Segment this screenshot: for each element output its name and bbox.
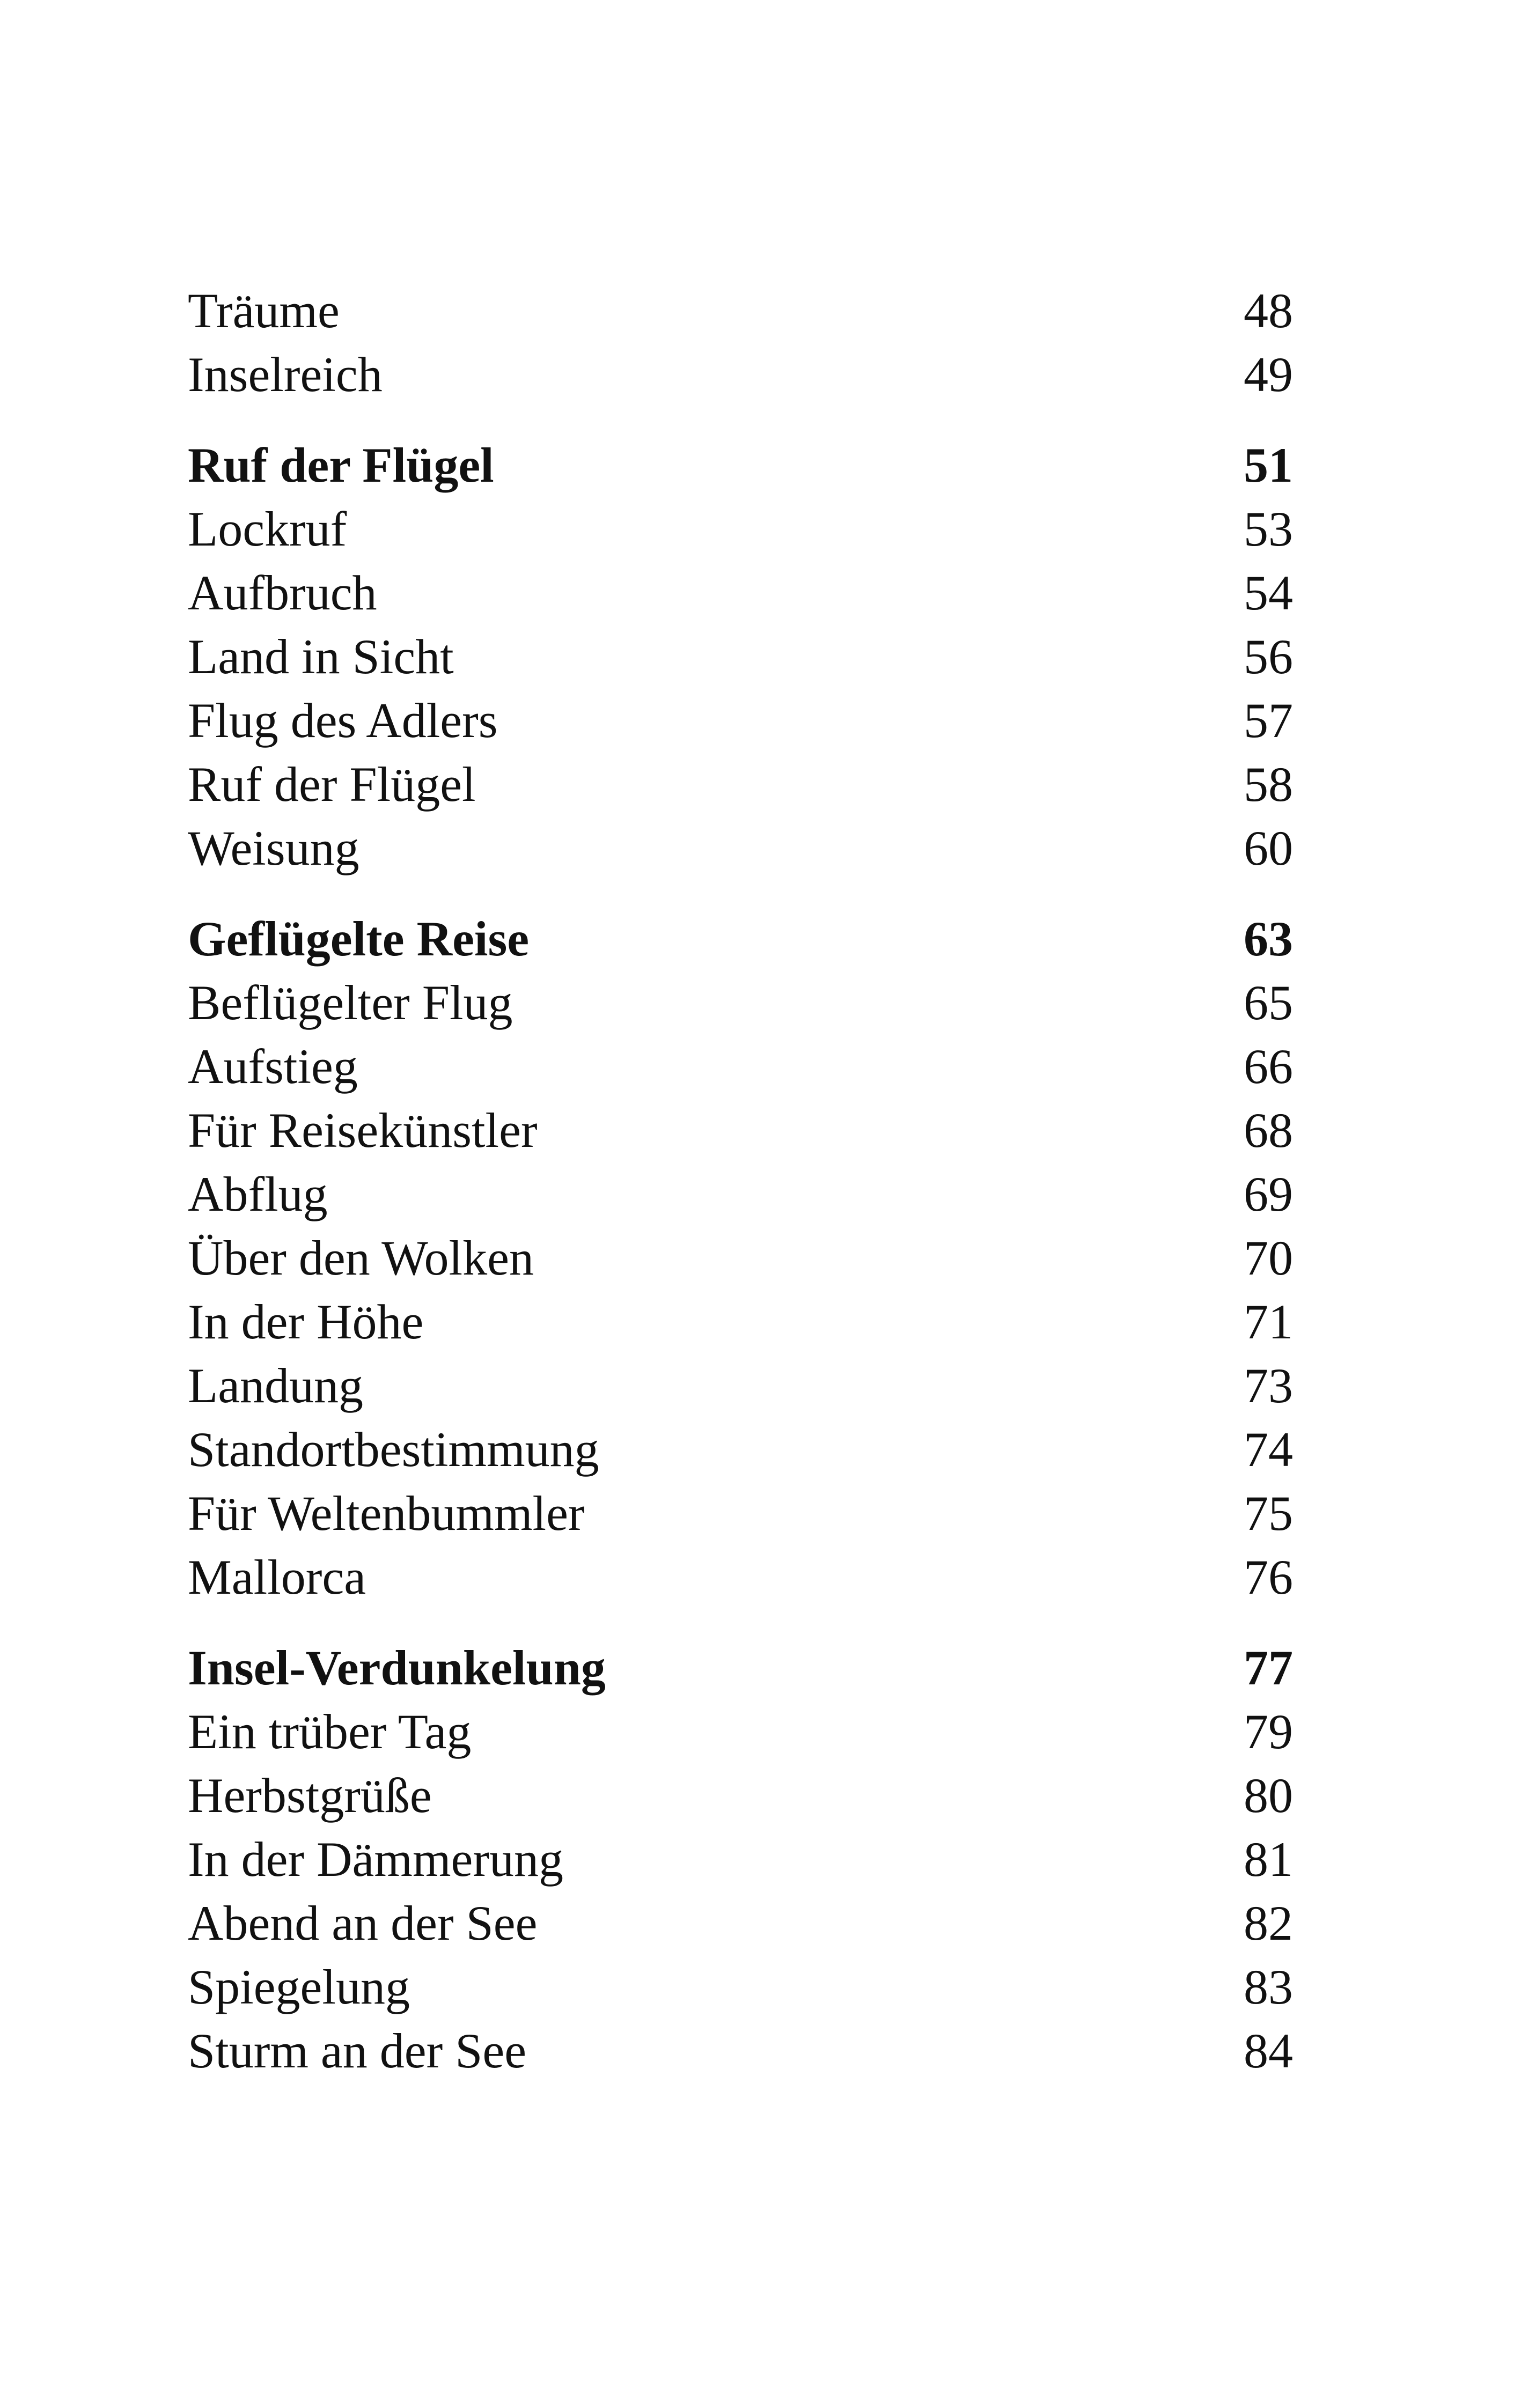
- toc-entry[interactable]: [188, 1290, 1293, 1354]
- toc-section: [188, 433, 1293, 880]
- toc-entry-page-number: 49: [1244, 347, 1293, 402]
- toc-heading-title: Ruf der Flügel: [188, 438, 494, 492]
- toc-entry-page-number: 48: [1244, 283, 1293, 338]
- toc-entry-title: In der Dämmerung: [188, 1832, 563, 1887]
- toc-entry[interactable]: [188, 1099, 1293, 1162]
- toc-entry-page-number: 60: [1244, 821, 1293, 875]
- toc-entry-title: Mallorca: [188, 1550, 366, 1604]
- toc-entry[interactable]: [188, 971, 1293, 1035]
- toc-entry-title: Ein trüber Tag: [188, 1704, 472, 1759]
- toc-heading-page-number: 77: [1244, 1640, 1293, 1695]
- toc-entry-title: Inselreich: [188, 347, 383, 402]
- toc-entry-title: Beflügelter Flug: [188, 975, 513, 1030]
- toc-entry-title: Standortbestimmung: [188, 1422, 599, 1477]
- toc-section-heading[interactable]: [188, 1636, 1293, 1700]
- toc-entry-title: Für Weltenbummler: [188, 1486, 585, 1541]
- toc-entry-title: Abend an der See: [188, 1896, 538, 1950]
- toc-entry[interactable]: [188, 1226, 1293, 1290]
- toc-entry[interactable]: [188, 561, 1293, 625]
- toc-entry-page-number: 70: [1244, 1231, 1293, 1285]
- toc-entry[interactable]: [188, 2019, 1293, 2083]
- toc-entry-page-number: 53: [1244, 502, 1293, 556]
- toc-entry-page-number: 80: [1244, 1768, 1293, 1823]
- toc-entry-title: Lockruf: [188, 502, 347, 556]
- toc-heading-page-number: 63: [1244, 911, 1293, 966]
- toc-entry-page-number: 74: [1244, 1422, 1293, 1477]
- toc-entry-page-number: 73: [1244, 1358, 1293, 1413]
- toc-entry[interactable]: [188, 1828, 1293, 1891]
- toc-heading-page-number: 51: [1244, 438, 1293, 492]
- toc-entry-page-number: 56: [1244, 629, 1293, 684]
- toc-entry-title: Ruf der Flügel: [188, 757, 476, 812]
- toc-heading-title: Insel-Verdunkelung: [188, 1640, 606, 1695]
- toc-entry-title: Träume: [188, 283, 340, 338]
- toc-entry-title: Land in Sicht: [188, 629, 454, 684]
- toc-entry[interactable]: [188, 1162, 1293, 1226]
- toc-entry[interactable]: [188, 625, 1293, 689]
- toc-section-heading[interactable]: [188, 433, 1293, 497]
- toc-entry[interactable]: [188, 1418, 1293, 1482]
- toc-entry[interactable]: [188, 1955, 1293, 2019]
- toc-section-continued: [188, 279, 1293, 407]
- toc-entry-title: Über den Wolken: [188, 1231, 534, 1285]
- toc-section: [188, 1636, 1293, 2083]
- toc-entry-page-number: 57: [1244, 693, 1293, 748]
- toc-entry-page-number: 79: [1244, 1704, 1293, 1759]
- toc-entry[interactable]: [188, 1482, 1293, 1545]
- toc-entry-page-number: 66: [1244, 1039, 1293, 1094]
- toc-entry-page-number: 82: [1244, 1896, 1293, 1950]
- toc-entry-page-number: 75: [1244, 1486, 1293, 1541]
- toc-entry[interactable]: [188, 279, 1293, 343]
- toc-entry-title: Landung: [188, 1358, 364, 1413]
- toc-entry-page-number: 65: [1244, 975, 1293, 1030]
- toc-entry-title: Sturm an der See: [188, 2023, 527, 2078]
- toc-entry-title: Herbstgrüße: [188, 1768, 432, 1823]
- toc-entry-title: Abflug: [188, 1167, 328, 1221]
- toc-entry[interactable]: [188, 1700, 1293, 1764]
- toc-section: [188, 907, 1293, 1609]
- toc-entry-title: Flug des Adlers: [188, 693, 498, 748]
- toc-entry[interactable]: [188, 1545, 1293, 1609]
- toc-entry[interactable]: [188, 753, 1293, 816]
- toc-entry-page-number: 71: [1244, 1294, 1293, 1349]
- toc-entry[interactable]: [188, 816, 1293, 880]
- toc-entry-page-number: 68: [1244, 1103, 1293, 1158]
- toc-entry[interactable]: [188, 1354, 1293, 1418]
- toc-entry-page-number: 76: [1244, 1550, 1293, 1604]
- toc-entry-title: Aufbruch: [188, 565, 377, 620]
- toc-entry[interactable]: [188, 1891, 1293, 1955]
- toc-entry-page-number: 81: [1244, 1832, 1293, 1887]
- toc-entry[interactable]: [188, 689, 1293, 753]
- toc-entry-title: Für Reisekünstler: [188, 1103, 538, 1158]
- toc-entry-title: Weisung: [188, 821, 359, 875]
- toc-entry-title: Spiegelung: [188, 1960, 410, 2014]
- toc-entry-page-number: 84: [1244, 2023, 1293, 2078]
- toc-entry-title: In der Höhe: [188, 1294, 424, 1349]
- toc-section-heading[interactable]: [188, 907, 1293, 971]
- toc-entry[interactable]: [188, 1764, 1293, 1828]
- toc-entry[interactable]: [188, 1035, 1293, 1099]
- toc-entry[interactable]: [188, 497, 1293, 561]
- table-of-contents: [188, 279, 1293, 2083]
- toc-entry-page-number: 83: [1244, 1960, 1293, 2014]
- toc-entry[interactable]: [188, 343, 1293, 407]
- toc-entry-page-number: 69: [1244, 1167, 1293, 1221]
- toc-entry-page-number: 54: [1244, 565, 1293, 620]
- toc-heading-title: Geflügelte Reise: [188, 911, 530, 966]
- toc-entry-title: Aufstieg: [188, 1039, 358, 1094]
- toc-entry-page-number: 58: [1244, 757, 1293, 812]
